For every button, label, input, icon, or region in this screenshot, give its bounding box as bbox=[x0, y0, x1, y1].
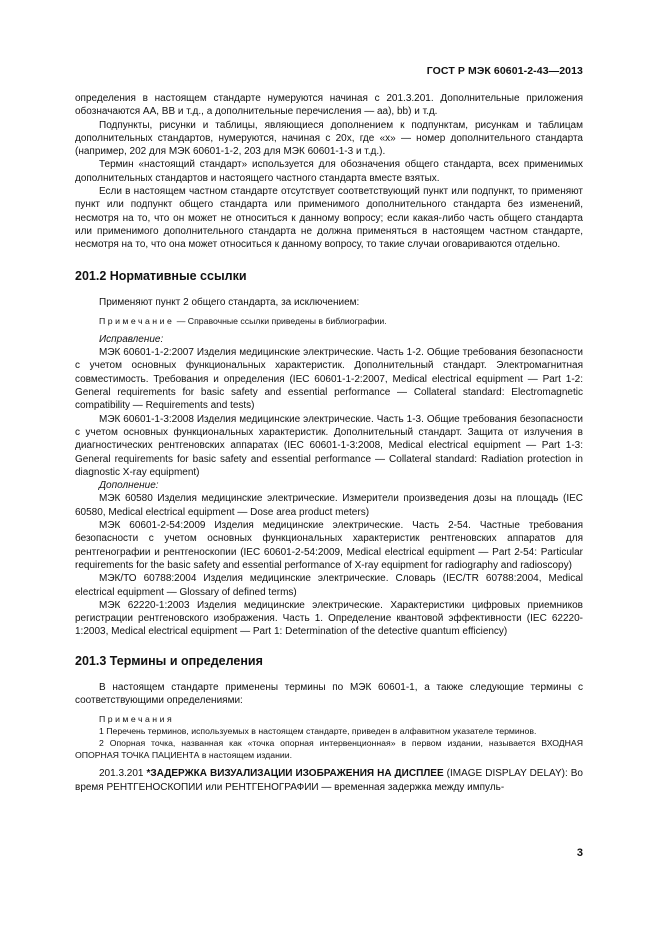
addition-item-3: МЭК/ТО 60788:2004 Изделия медицинские электрические. Словарь (IEC/TR 60788:2004, Medical electrical equipment — Glossary of defined terms) bbox=[75, 573, 583, 598]
term-name: *ЗАДЕРЖКА ВИЗУАЛИЗАЦИИ ИЗОБРАЖЕНИЯ НА ДИСПЛЕЕ bbox=[146, 768, 444, 780]
page-header-standard: ГОСТ Р МЭК 60601-2-43—2013 bbox=[426, 65, 583, 77]
note-1: 1 Перечень терминов, используемых в настоящем стандарте, приведен в алфавитном указателе терминов. bbox=[99, 726, 537, 737]
addition-label: Дополнение: bbox=[99, 480, 159, 492]
section-201-2-lead: Применяют пункт 2 общего стандарта, за исключением: bbox=[99, 296, 360, 308]
addition-item-1: МЭК 60580 Изделия медицинские электрические. Измерители произведения дозы на площадь (IEC 60580, Medical electrical equipment — Dose area product meters) bbox=[75, 493, 583, 518]
page-number: 3 bbox=[576, 847, 583, 859]
correction-item-2: МЭК 60601-1-3:2008 Изделия медицинские электрические. Часть 1-3. Общие требования безопасности с учетом основных функциональных характеристик. Дополнительный стандарт. Защита от излучения в диагностических рентгеновских аппаратах (IEC 60601-1-3:2008, Medical electrical equipment — Part 1-3: General requirements for basic safety and essential performance — Collateral standard: Radiation protection in diagnostic X-ray equipment) bbox=[75, 413, 583, 478]
term-definition: (IMAGE DISPLAY DELAY): Во время РЕНТГЕНОСКОПИИ или РЕНТГЕНОГРАФИИ — временная задержка между импуль- bbox=[75, 768, 583, 793]
correction-item-1: МЭК 60601-1-2:2007 Изделия медицинские электрические. Часть 1-2. Общие требования безопасности с учетом основных функциональных характеристик. Дополнительный стандарт. Электромагнитная совместимость. Требования и определения (IEC 60601-1-2:2007, Medical electrical equipment — Part 1-2: General requirements for basic safety and essential performance — Collateral standard: Electromagnetic compatibility — Requirements and tests) bbox=[75, 347, 583, 412]
intro-paragraph-2: Подпункты, рисунки и таблицы, являющиеся дополнением к подпунктам, рисункам и таблицам дополнительных стандартов, нумеруются, начиная с 20х, где «х» — номер дополнительного стандарта (например, 202 для МЭК 60601-1-2, 203 для МЭК 60601-1-3 и т.д.). bbox=[75, 119, 583, 158]
intro-paragraph-4: Если в настоящем частном стандарте отсутствует соответствующий пункт или подпункт, то применяют пункт или подпункт общего стандарта или применимого дополнительного стандарта без изменений, несмотря на то, что он может не относиться к данному вопросу; если какая-либо часть общего стандарта или применимого дополнительного стандарта не должна применяться в настоящем частном стандарте, несмотря на то, что она может относиться к данному вопросу, то такие случаи оговариваются отдельно. bbox=[75, 186, 583, 251]
note-label: Примечание bbox=[99, 315, 175, 326]
section-201-2-note bbox=[75, 315, 583, 327]
intro-paragraph-3: Термин «настоящий стандарт» используется для обозначения общего стандарта, всех применимых дополнительных стандартов и настоящего частного стандарта вместе взятых. bbox=[75, 159, 583, 184]
section-201-3-lead: В настоящем стандарте применены термины по МЭК 60601-1, а также следующие термины с соответствующими определениями: bbox=[75, 681, 583, 706]
note-text: — Справочные ссылки приведены в библиографии. bbox=[174, 315, 387, 326]
section-heading-201-3: 201.3 Термины и определения bbox=[75, 653, 263, 668]
notes-label: Примечания bbox=[99, 714, 175, 725]
addition-item-4: МЭК 62220-1:2003 Изделия медицинские электрические. Характеристики цифровых приемников регистрации рентгеновского изображения. Часть 1. Определение квантовой эффективности (IEC 62220-1:2003, Medical electrical equipment — Part 1: Determination of the detective quantum efficiency) bbox=[75, 599, 583, 638]
intro-paragraph-1: определения в настоящем стандарте нумеруются начиная с 201.3.201. Дополнительные приложения обозначаются АА, ВВ и т.д., а дополнительные перечисления — аа), bb) и т.д. bbox=[75, 93, 583, 118]
term-number: 201.3.201 bbox=[99, 768, 147, 780]
correction-label: Исправление: bbox=[99, 333, 164, 345]
term-201-3-201 bbox=[75, 767, 583, 794]
addition-item-2: МЭК 60601-2-54:2009 Изделия медицинские электрические. Часть 2-54. Частные требования безопасности с учетом основных функциональных характеристик рентгеновских аппаратов для рентгенографии и рентгеноскопии (IEC 60601-2-54:2009, Medical electrical equipment — Part 2-54: Particular requirements for the basic safety and essential performance of X-ray equipment for radiography and radioscopy) bbox=[75, 520, 583, 571]
page-content bbox=[75, 92, 583, 794]
note-2: 2 Опорная точка, названная как «точка опорная интервенционная» в первом издании, называется ВХОДНАЯ ОПОРНАЯ ТОЧКА ПАЦИЕНТА в настоящем издании. bbox=[75, 738, 583, 761]
section-heading-201-2: 201.2 Нормативные ссылки bbox=[75, 268, 247, 283]
